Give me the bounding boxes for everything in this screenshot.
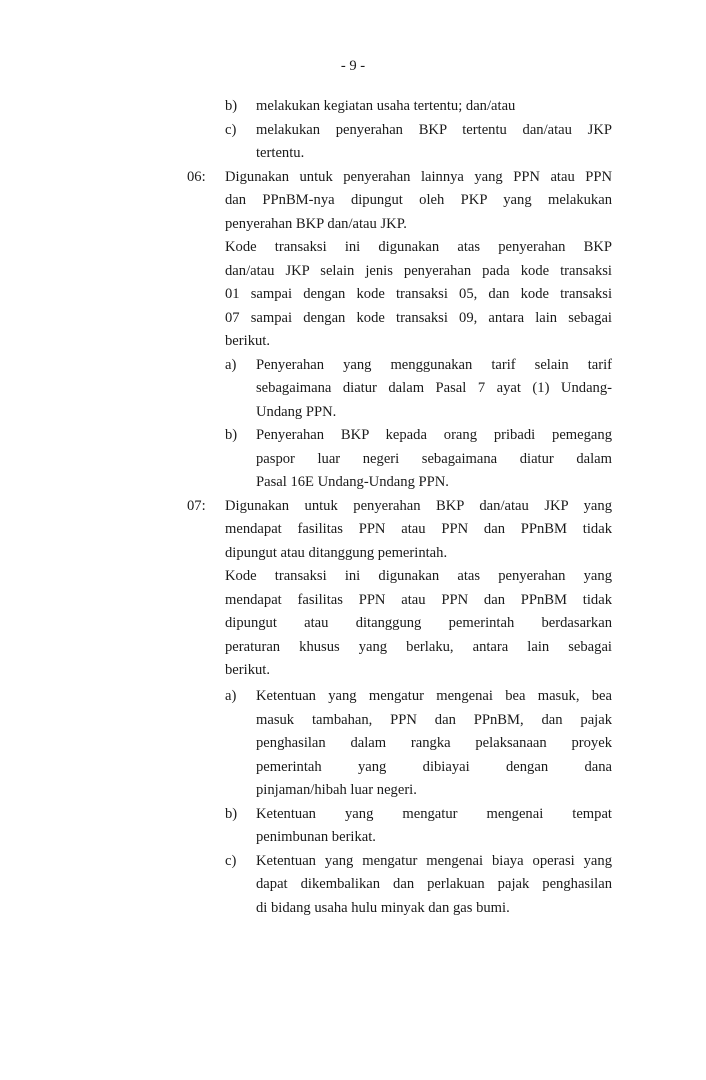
text-lines [225,236,612,354]
list-item [0,95,706,119]
text-line: paspor luar negeri sebagaimana diatur dalam [256,450,612,467]
text-line: dapat dikembalikan dan perlakuan pajak penghasilan [256,876,612,892]
text-line: Undang PPN. [256,403,337,420]
text-line: Digunakan untuk penyerahan BKP dan/atau JKP yang [225,497,612,514]
text-line: Penyerahan BKP kepada orang pribadi pemegang [256,427,612,443]
text-line: di bidang usaha hulu minyak dan gas bumi. [256,899,510,916]
list-marker: b) [225,805,238,822]
text-line: 07 sampai dengan kode transaksi 09, antara lain sebagai [225,309,612,326]
list-item [0,119,706,166]
text-line: sebagaimana diatur dalam Pasal 7 ayat (1) Undang- [256,380,612,396]
text-line: dan PPnBM-nya dipungut oleh PKP yang melakukan [225,192,612,208]
text-line: melakukan kegiatan usaha tertentu; dan/atau [256,98,516,114]
text-line: 01 sampai dengan kode transaksi 05, dan kode transaksi [225,286,612,302]
text-line: dipungut atau ditanggung pemerintah. [225,544,448,561]
list-item [0,850,706,921]
text-lines [225,565,612,683]
text-line: melakukan penyerahan BKP tertentu dan/atau JKP [256,121,612,138]
text-lines [256,850,612,921]
paragraph [0,236,706,354]
text-line: berikut. [225,333,270,349]
text-line: dipungut atau ditanggung pemerintah berdasarkan [225,615,612,631]
paragraph [0,565,706,683]
text-line: masuk tambahan, PPN dan PPnBM, dan pajak [256,711,612,728]
text-lines [256,354,612,425]
text-lines [256,685,612,803]
list-marker: c) [225,121,237,138]
text-line: penyerahan BKP dan/atau JKP. [225,215,407,232]
code-label: 07: [187,497,206,514]
text-line: pemerintah yang dibiayai dengan dana [256,758,612,775]
text-line: mendapat fasilitas PPN atau PPN dan PPnBM tidak [225,591,612,608]
list-item [0,685,706,803]
text-lines [225,166,612,237]
list-marker: a) [225,356,237,373]
text-lines [256,424,612,495]
text-line: Pasal 16E Undang-Undang PPN. [256,474,449,490]
text-line: dan/atau JKP selain jenis penyerahan pada kode transaksi [225,262,612,279]
list-marker: a) [225,688,237,704]
text-line: pinjaman/hibah luar negeri. [256,782,417,798]
text-line: berikut. [225,662,270,678]
text-line: Kode transaksi ini digunakan atas penyerahan BKP [225,239,612,255]
list-item [0,803,706,850]
text-line: penghasilan dalam rangka pelaksanaan proyek [256,735,612,751]
text-lines [256,803,612,850]
document-body [0,95,706,920]
list-marker: b) [225,427,238,443]
text-line: Ketentuan yang mengatur mengenai tempat [256,805,612,822]
text-line: tertentu. [256,145,305,161]
code-label: 06: [187,168,206,185]
list-marker: b) [225,98,238,114]
text-line: penimbunan berikat. [256,829,376,845]
text-line: Digunakan untuk penyerahan lainnya yang PPN atau PPN [225,168,612,185]
page-number: - 9 - [340,58,366,74]
text-line: Ketentuan yang mengatur mengenai biaya operasi yang [256,852,612,869]
list-item [0,354,706,425]
text-line: Kode transaksi ini digunakan atas penyerahan yang [225,568,612,584]
text-line: Ketentuan yang mengatur mengenai bea masuk, bea [256,688,612,704]
text-lines [225,495,612,566]
transaction-code-entry [0,166,706,237]
text-lines [256,119,612,166]
text-lines [256,95,612,119]
text-line: mendapat fasilitas PPN atau PPN dan PPnBM tidak [225,521,612,537]
text-line: peraturan khusus yang berlaku, antara lain sebagai [225,638,612,655]
transaction-code-entry [0,495,706,566]
list-item [0,424,706,495]
list-marker: c) [225,852,237,869]
text-line: Penyerahan yang menggunakan tarif selain tarif [256,356,612,373]
